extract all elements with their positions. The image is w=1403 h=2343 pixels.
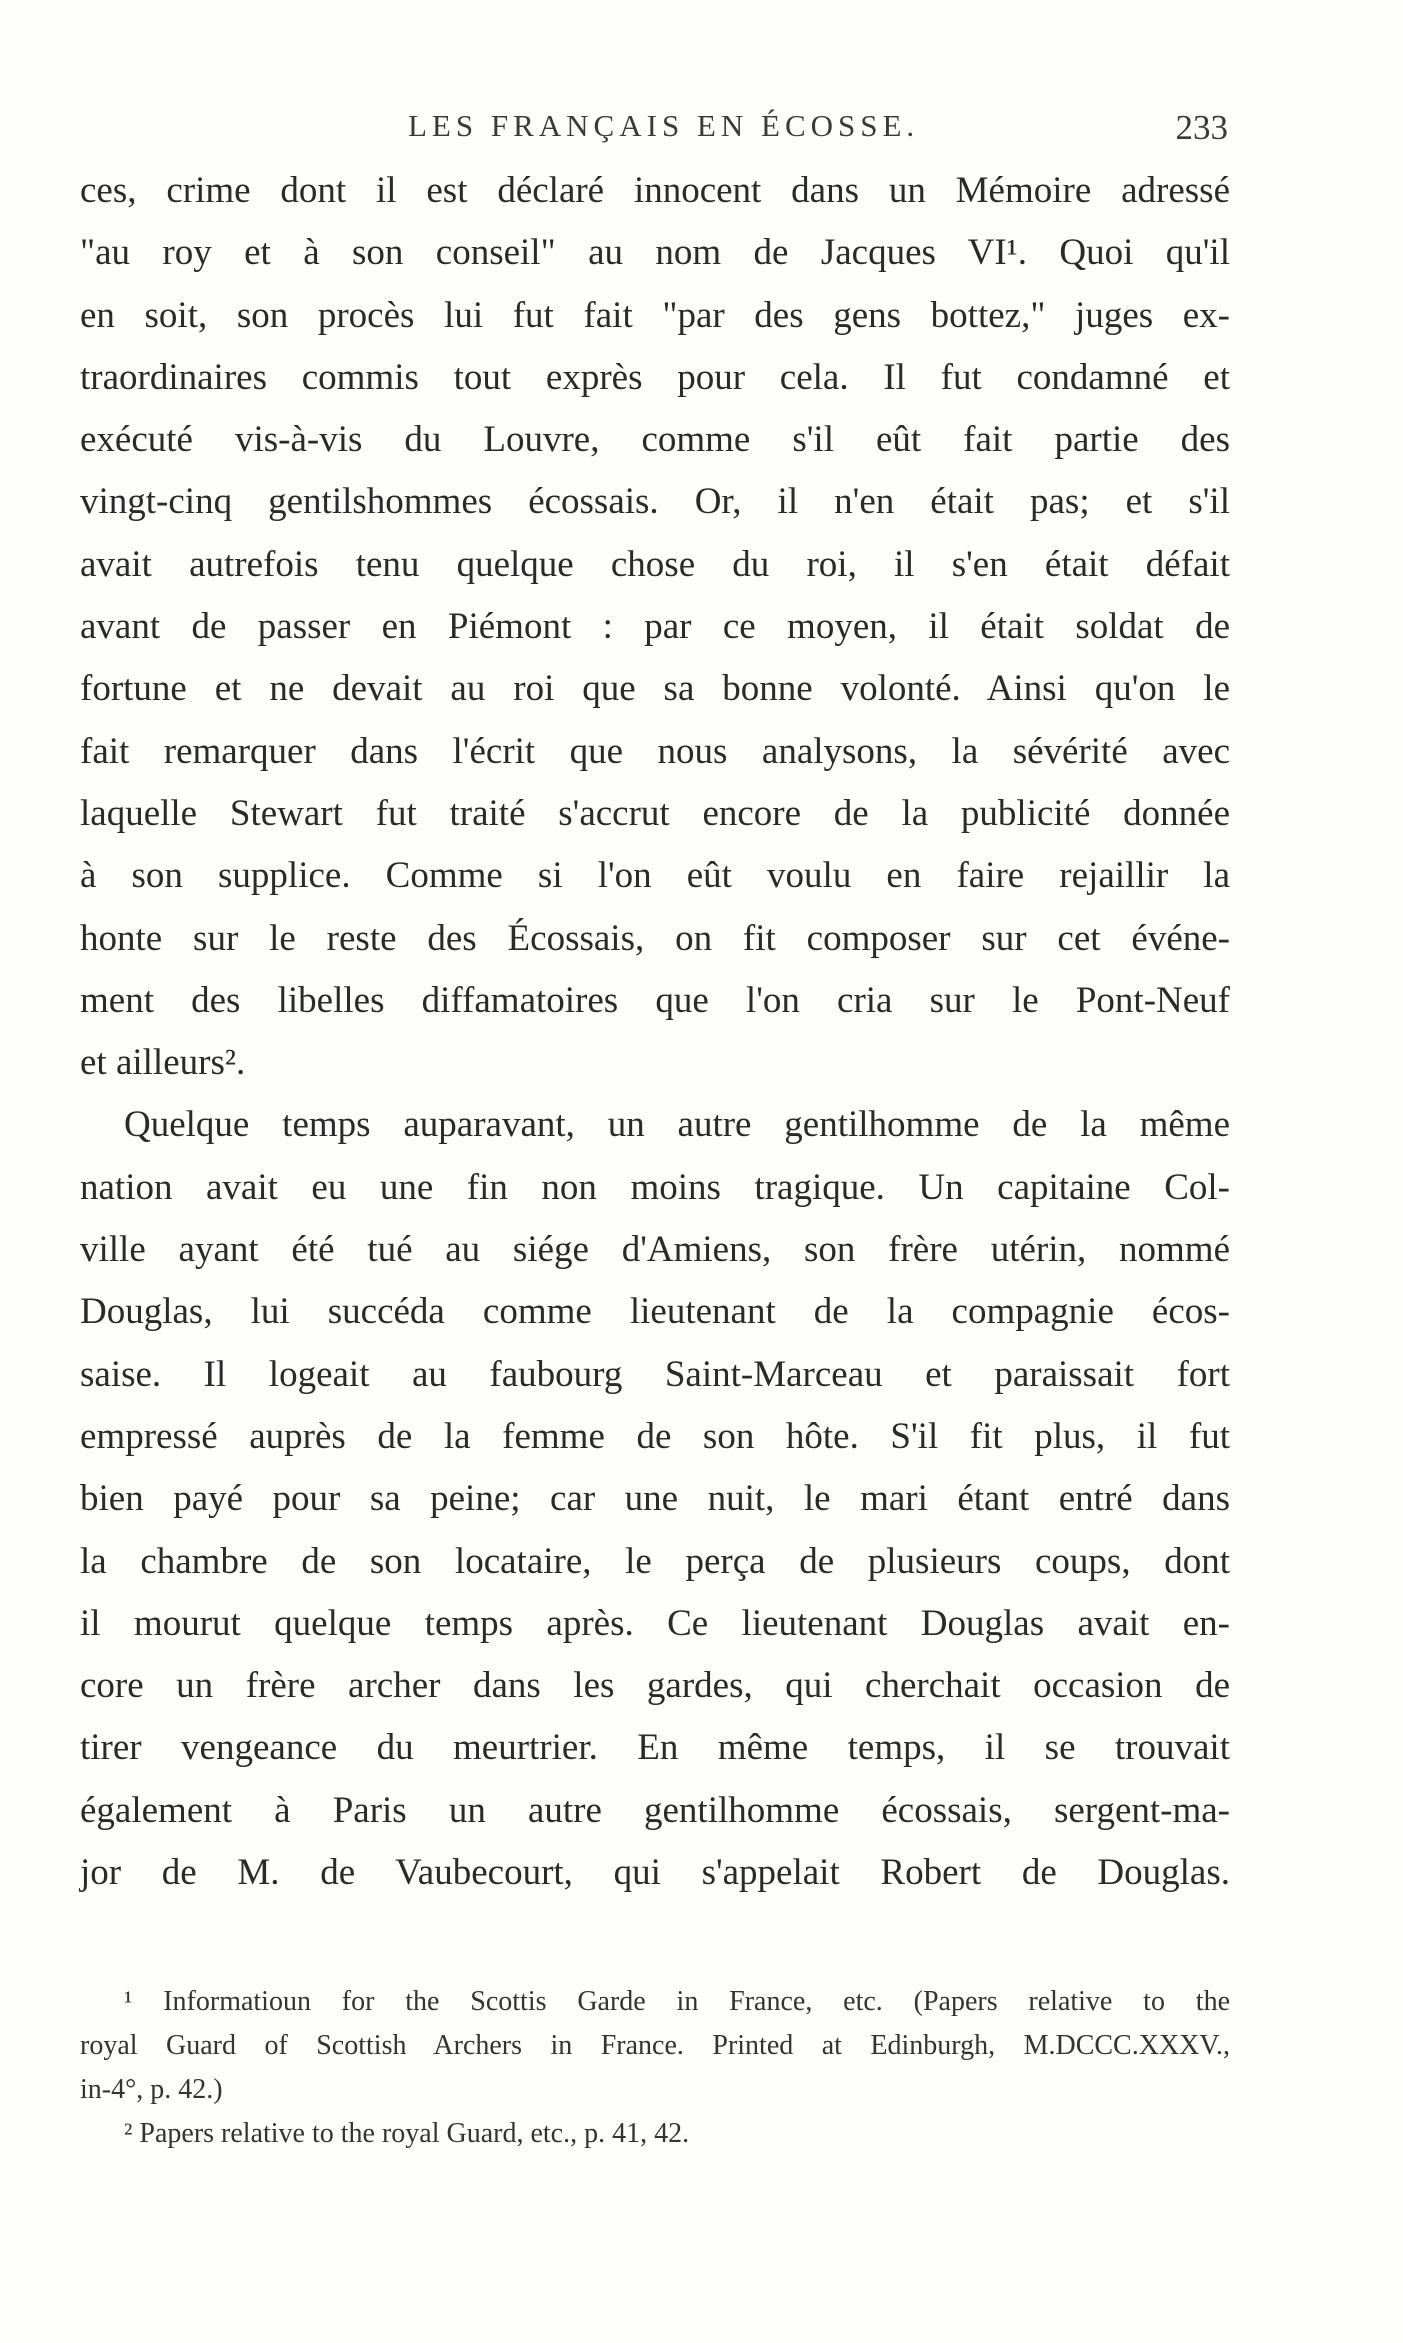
- text-line: core un frère archer dans les gardes, qui cherchait occasion de: [80, 1665, 1230, 1707]
- text-line: ces, crime dont il est déclaré innocent dans un Mémoire adressé: [80, 170, 1230, 211]
- text-line: ville ayant été tué au siége d'Amiens, son frère utérin, nommé: [80, 1229, 1230, 1271]
- text-line: également à Paris un autre gentilhomme écossais, sergent-ma-: [80, 1789, 1230, 1831]
- text-line: empressé auprès de la femme de son hôte. S'il fit plus, il fut: [80, 1415, 1230, 1457]
- text-line: ment des libelles diffamatoires que l'on cria sur le Pont-Neuf: [80, 979, 1230, 1021]
- footnote-line: royal Guard of Scottish Archers in France. Printed at Edinburgh, M.DCCC.XXXV.,: [80, 2030, 1230, 2061]
- text-line: fait remarquer dans l'écrit que nous analysons, la sévérité avec: [80, 730, 1230, 772]
- footnotes: [80, 1980, 1230, 2156]
- footnote-line: in-4°, p. 42.): [80, 2074, 223, 2105]
- text-line: en soit, son procès lui fut fait "par des gens bottez," juges ex-: [80, 294, 1230, 336]
- text-line: nation avait eu une fin non moins tragique. Un capitaine Col-: [80, 1166, 1230, 1208]
- text-line: honte sur le reste des Écossais, on fit composer sur cet événe-: [80, 917, 1230, 959]
- running-title: LES FRANÇAIS EN ÉCOSSE.: [408, 108, 920, 143]
- body-text: [80, 160, 1230, 1904]
- text-line: "au roy et à son conseil" au nom de Jacques VI¹. Quoi qu'il: [80, 232, 1230, 274]
- text-line: exécuté vis-à-vis du Louvre, comme s'il eût fait partie des: [80, 419, 1230, 461]
- text-line: avant de passer en Piémont : par ce moyen, il était soldat de: [80, 606, 1230, 648]
- text-line: avait autrefois tenu quelque chose du roi, il s'en était défait: [80, 543, 1230, 585]
- text-line: traordinaires commis tout exprès pour cela. Il fut condamné et: [80, 356, 1230, 398]
- footnote-line: ² Papers relative to the royal Guard, etc., p. 41, 42.: [124, 2118, 690, 2149]
- text-line: il mourut quelque temps après. Ce lieutenant Douglas avait en-: [80, 1602, 1230, 1644]
- text-line: vingt-cinq gentilshommes écossais. Or, il n'en était pas; et s'il: [80, 481, 1230, 523]
- page-number: 233: [1175, 108, 1228, 147]
- text-line: jor de M. de Vaubecourt, qui s'appelait Robert de Douglas.: [80, 1852, 1230, 1894]
- text-line: à son supplice. Comme si l'on eût voulu en faire rejaillir la: [80, 855, 1230, 897]
- text-line: bien payé pour sa peine; car une nuit, le mari étant entré dans: [80, 1478, 1230, 1520]
- text-line: la chambre de son locataire, le perça de plusieurs coups, dont: [80, 1540, 1230, 1582]
- text-line: et ailleurs².: [80, 1042, 246, 1084]
- text-line: laquelle Stewart fut traité s'accrut encore de la publicité donnée: [80, 792, 1230, 834]
- footnote-line: ¹ Informatioun for the Scottis Garde in France, etc. (Papers relative to the: [124, 1986, 1230, 2017]
- text-line: Quelque temps auparavant, un autre gentilhomme de la même: [124, 1104, 1230, 1146]
- page-header: [78, 108, 1228, 148]
- text-line: Douglas, lui succéda comme lieutenant de la compagnie écos-: [80, 1291, 1230, 1333]
- text-line: saise. Il logeait au faubourg Saint-Marceau et paraissait fort: [80, 1353, 1230, 1395]
- text-line: tirer vengeance du meurtrier. En même temps, il se trouvait: [80, 1727, 1230, 1769]
- text-line: fortune et ne devait au roi que sa bonne volonté. Ainsi qu'on le: [80, 668, 1230, 710]
